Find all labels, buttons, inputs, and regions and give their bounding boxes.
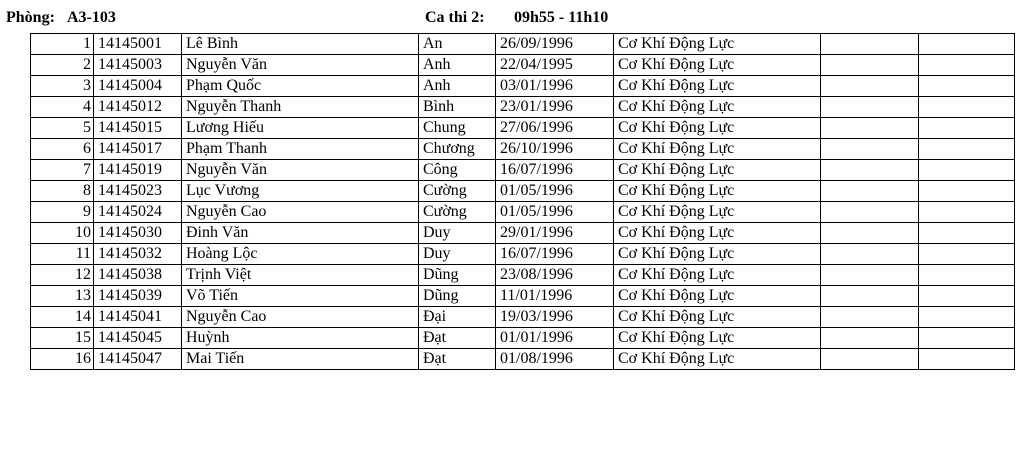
- row-number: 16: [31, 349, 94, 370]
- blank-cell: [821, 76, 919, 97]
- blank-cell: [919, 97, 1015, 118]
- blank-cell: [821, 97, 919, 118]
- blank-cell: [919, 265, 1015, 286]
- student-id: 14145012: [94, 97, 182, 118]
- student-id: 14145019: [94, 160, 182, 181]
- given-name: Anh: [419, 55, 496, 76]
- table-row: [31, 34, 1015, 55]
- given-name: Duy: [419, 223, 496, 244]
- family-name: Lương Hiếu: [182, 118, 419, 139]
- blank-cell: [919, 55, 1015, 76]
- birth-date: 01/05/1996: [496, 202, 614, 223]
- table-row: [31, 160, 1015, 181]
- room-value: A3-103: [67, 9, 116, 26]
- major: Cơ Khí Động Lực: [614, 286, 821, 307]
- student-id: 14145017: [94, 139, 182, 160]
- family-name: Hoàng Lộc: [182, 244, 419, 265]
- blank-cell: [919, 181, 1015, 202]
- table-row: [31, 286, 1015, 307]
- family-name: Nguyễn Văn: [182, 160, 419, 181]
- row-number: 5: [31, 118, 94, 139]
- blank-cell: [919, 76, 1015, 97]
- table-row: [31, 328, 1015, 349]
- family-name: Nguyễn Văn: [182, 55, 419, 76]
- family-name: Đinh Văn: [182, 223, 419, 244]
- table-row: [31, 97, 1015, 118]
- table-row: [31, 223, 1015, 244]
- table-row: [31, 118, 1015, 139]
- birth-date: 19/03/1996: [496, 307, 614, 328]
- major: Cơ Khí Động Lực: [614, 223, 821, 244]
- blank-cell: [821, 328, 919, 349]
- student-id: 14145024: [94, 202, 182, 223]
- family-name: Nguyễn Cao: [182, 202, 419, 223]
- given-name: Đại: [419, 307, 496, 328]
- given-name: Dũng: [419, 286, 496, 307]
- row-number: 9: [31, 202, 94, 223]
- blank-cell: [821, 118, 919, 139]
- birth-date: 01/01/1996: [496, 328, 614, 349]
- birth-date: 23/08/1996: [496, 265, 614, 286]
- row-number: 1: [31, 34, 94, 55]
- given-name: Chương: [419, 139, 496, 160]
- student-id: 14145047: [94, 349, 182, 370]
- row-number: 12: [31, 265, 94, 286]
- row-number: 13: [31, 286, 94, 307]
- family-name: Mai Tiến: [182, 349, 419, 370]
- given-name: Đạt: [419, 328, 496, 349]
- student-id: 14145041: [94, 307, 182, 328]
- major: Cơ Khí Động Lực: [614, 55, 821, 76]
- table-row: [31, 55, 1015, 76]
- birth-date: 03/01/1996: [496, 76, 614, 97]
- student-id: 14145004: [94, 76, 182, 97]
- given-name: An: [419, 34, 496, 55]
- given-name: Bình: [419, 97, 496, 118]
- blank-cell: [821, 307, 919, 328]
- row-number: 11: [31, 244, 94, 265]
- blank-cell: [919, 34, 1015, 55]
- table-row: [31, 265, 1015, 286]
- birth-date: 27/06/1996: [496, 118, 614, 139]
- blank-cell: [821, 55, 919, 76]
- row-number: 6: [31, 139, 94, 160]
- blank-cell: [919, 307, 1015, 328]
- blank-cell: [919, 244, 1015, 265]
- row-number: 2: [31, 55, 94, 76]
- blank-cell: [919, 160, 1015, 181]
- row-number: 3: [31, 76, 94, 97]
- major: Cơ Khí Động Lực: [614, 76, 821, 97]
- family-name: Võ Tiến: [182, 286, 419, 307]
- family-name: Phạm Quốc: [182, 76, 419, 97]
- student-id: 14145023: [94, 181, 182, 202]
- family-name: Huỳnh: [182, 328, 419, 349]
- student-id: 14145039: [94, 286, 182, 307]
- birth-date: 23/01/1996: [496, 97, 614, 118]
- given-name: Cường: [419, 181, 496, 202]
- blank-cell: [821, 286, 919, 307]
- student-id: 14145015: [94, 118, 182, 139]
- room-label: Phòng:: [6, 9, 55, 26]
- shift-value: 09h55 - 11h10: [514, 9, 609, 26]
- exam-roster-table: [30, 33, 1015, 370]
- major: Cơ Khí Động Lực: [614, 307, 821, 328]
- table-row: [31, 181, 1015, 202]
- blank-cell: [821, 349, 919, 370]
- major: Cơ Khí Động Lực: [614, 244, 821, 265]
- major: Cơ Khí Động Lực: [614, 118, 821, 139]
- table-row: [31, 139, 1015, 160]
- blank-cell: [821, 139, 919, 160]
- blank-cell: [919, 286, 1015, 307]
- student-id: 14145030: [94, 223, 182, 244]
- blank-cell: [821, 244, 919, 265]
- birth-date: 11/01/1996: [496, 286, 614, 307]
- row-number: 10: [31, 223, 94, 244]
- student-id: 14145003: [94, 55, 182, 76]
- birth-date: 29/01/1996: [496, 223, 614, 244]
- shift-label: Ca thi 2:: [425, 9, 485, 26]
- birth-date: 16/07/1996: [496, 244, 614, 265]
- table-row: [31, 307, 1015, 328]
- given-name: Công: [419, 160, 496, 181]
- birth-date: 26/10/1996: [496, 139, 614, 160]
- given-name: Duy: [419, 244, 496, 265]
- table-row: [31, 244, 1015, 265]
- family-name: Lục Vương: [182, 181, 419, 202]
- given-name: Dũng: [419, 265, 496, 286]
- birth-date: 01/08/1996: [496, 349, 614, 370]
- student-id: 14145045: [94, 328, 182, 349]
- table-row: [31, 76, 1015, 97]
- given-name: Anh: [419, 76, 496, 97]
- row-number: 4: [31, 97, 94, 118]
- student-id: 14145001: [94, 34, 182, 55]
- family-name: Lê Bình: [182, 34, 419, 55]
- birth-date: 01/05/1996: [496, 181, 614, 202]
- given-name: Đạt: [419, 349, 496, 370]
- blank-cell: [821, 34, 919, 55]
- birth-date: 22/04/1995: [496, 55, 614, 76]
- major: Cơ Khí Động Lực: [614, 160, 821, 181]
- blank-cell: [919, 223, 1015, 244]
- major: Cơ Khí Động Lực: [614, 328, 821, 349]
- major: Cơ Khí Động Lực: [614, 139, 821, 160]
- blank-cell: [821, 181, 919, 202]
- blank-cell: [919, 349, 1015, 370]
- student-id: 14145038: [94, 265, 182, 286]
- given-name: Cường: [419, 202, 496, 223]
- table-row: [31, 349, 1015, 370]
- major: Cơ Khí Động Lực: [614, 181, 821, 202]
- row-number: 15: [31, 328, 94, 349]
- row-number: 8: [31, 181, 94, 202]
- blank-cell: [919, 328, 1015, 349]
- blank-cell: [821, 160, 919, 181]
- major: Cơ Khí Động Lực: [614, 265, 821, 286]
- family-name: Trịnh Việt: [182, 265, 419, 286]
- row-number: 14: [31, 307, 94, 328]
- blank-cell: [919, 118, 1015, 139]
- family-name: Nguyễn Cao: [182, 307, 419, 328]
- blank-cell: [919, 202, 1015, 223]
- major: Cơ Khí Động Lực: [614, 202, 821, 223]
- row-number: 7: [31, 160, 94, 181]
- birth-date: 16/07/1996: [496, 160, 614, 181]
- blank-cell: [821, 202, 919, 223]
- major: Cơ Khí Động Lực: [614, 349, 821, 370]
- major: Cơ Khí Động Lực: [614, 34, 821, 55]
- major: Cơ Khí Động Lực: [614, 97, 821, 118]
- family-name: Phạm Thanh: [182, 139, 419, 160]
- birth-date: 26/09/1996: [496, 34, 614, 55]
- student-id: 14145032: [94, 244, 182, 265]
- family-name: Nguyễn Thanh: [182, 97, 419, 118]
- blank-cell: [821, 265, 919, 286]
- given-name: Chung: [419, 118, 496, 139]
- table-row: [31, 202, 1015, 223]
- blank-cell: [821, 223, 919, 244]
- blank-cell: [919, 139, 1015, 160]
